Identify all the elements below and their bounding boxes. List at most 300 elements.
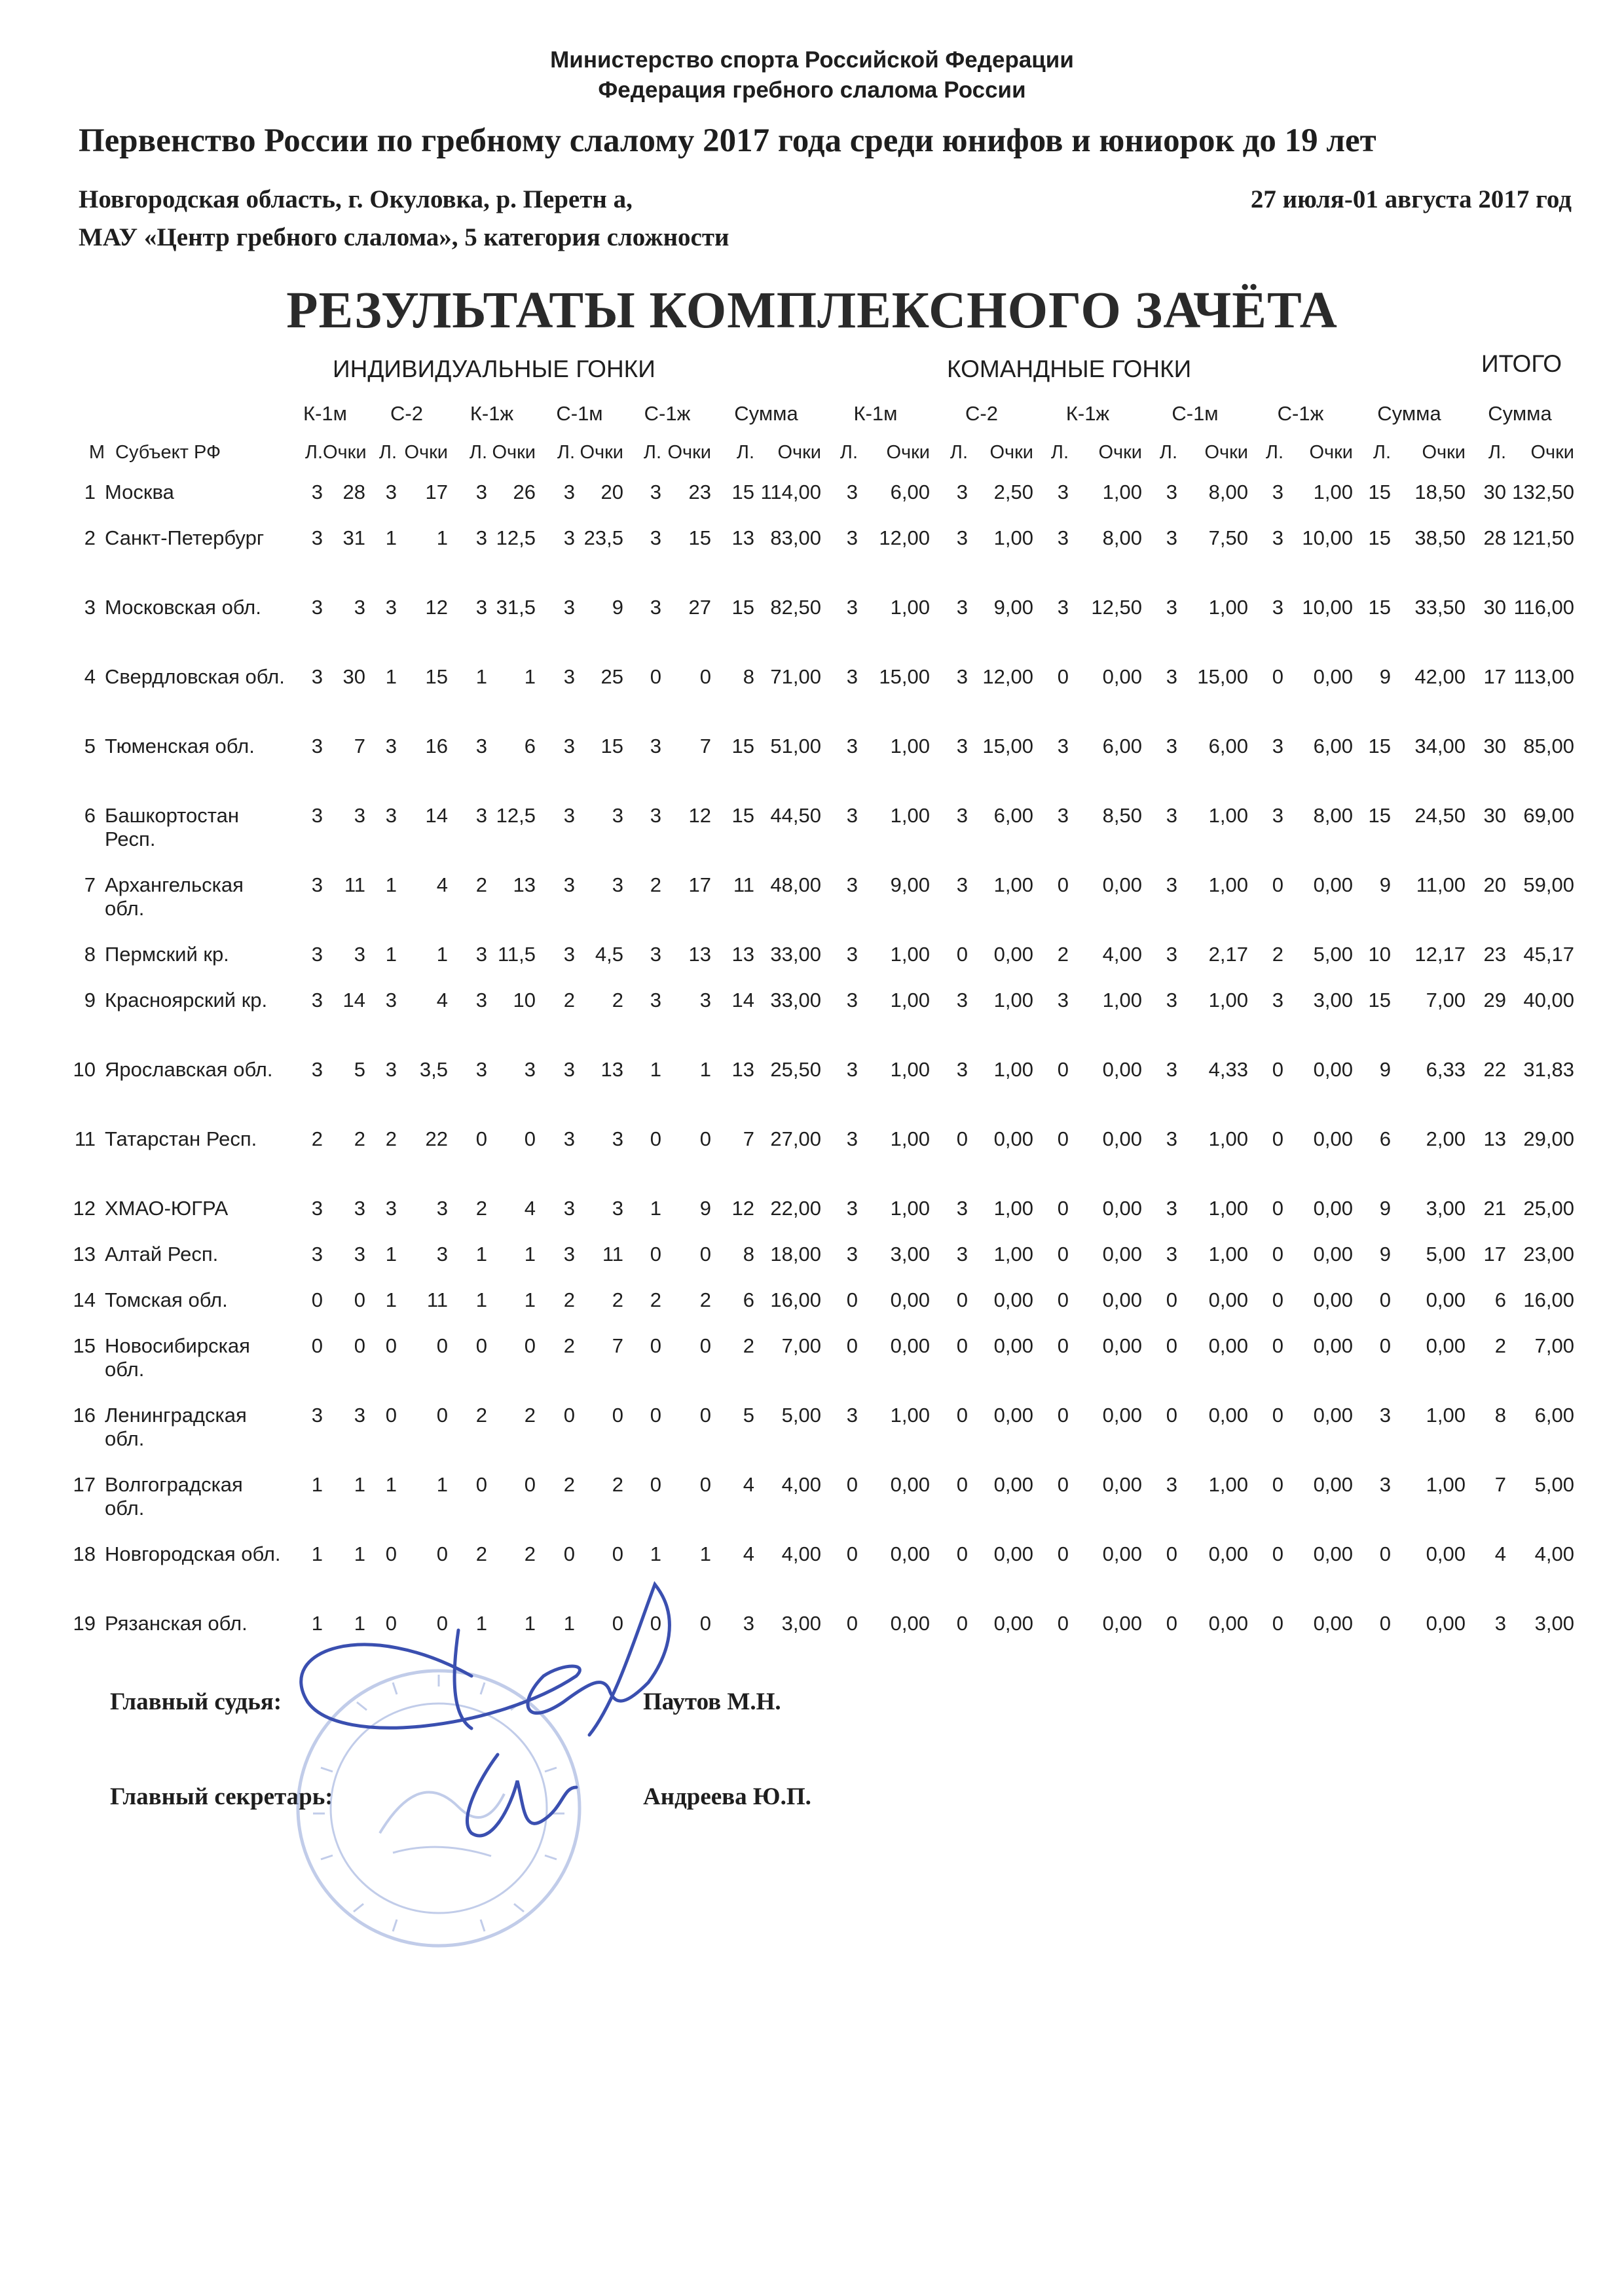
laps-cell: 0 [1057, 1197, 1069, 1220]
points-cell: 1,00 [890, 1058, 930, 1081]
laps-cell: 1 [475, 665, 487, 688]
laps-cell: 12 [731, 1197, 754, 1220]
laps-cell: 3 [385, 1058, 397, 1081]
points-cell: 27,00 [770, 1127, 821, 1150]
table-row [72, 515, 1574, 584]
laps-cell: 3 [650, 596, 661, 619]
laps-cell: 2 [475, 1404, 487, 1427]
points-cell: 15,00 [1197, 665, 1248, 688]
place-cell: 17 [73, 1473, 96, 1496]
laps-cell: 15 [1368, 596, 1391, 619]
laps-cell: 2 [1494, 1334, 1506, 1357]
laps-cell: 1 [385, 1473, 397, 1496]
points-cell: 13 [688, 943, 711, 966]
laps-cell: 8 [743, 1243, 754, 1266]
points-cell: 2,00 [1426, 1127, 1466, 1150]
ministry-heading: Министерство спорта Российской Федерации [550, 47, 1074, 73]
points-cell: 0,00 [1102, 1612, 1142, 1635]
points-cell: 11 [426, 1288, 448, 1311]
points-cell: 5,00 [1426, 1243, 1466, 1266]
points-cell: 1,00 [993, 989, 1033, 1011]
laps-cell: 0 [385, 1542, 397, 1565]
laps-cell: 3 [650, 989, 661, 1011]
points-cell: 1 [524, 1612, 536, 1635]
points-cell: 0,00 [1102, 1542, 1142, 1565]
laps-cell: 9 [1379, 1197, 1391, 1220]
laps-cell: 6 [1494, 1288, 1506, 1311]
results-body [72, 469, 1574, 1646]
points-cell: 0,00 [1102, 665, 1142, 688]
points-cell: 15,00 [982, 735, 1033, 757]
laps-cell: 1 [650, 1058, 661, 1081]
laps-cell: 3 [311, 665, 323, 688]
points-cell: 12,17 [1414, 943, 1466, 966]
points-cell: 0,00 [1102, 1288, 1142, 1311]
laps-cell: 3 [311, 1243, 323, 1266]
laps-cell: 0 [475, 1334, 487, 1357]
laps-cell: 0 [1057, 1404, 1069, 1427]
laps-cell: 3 [956, 873, 968, 896]
points-cell: 1,00 [1102, 481, 1142, 503]
points-cell: 0 [612, 1612, 623, 1635]
points-cell: 1,00 [1208, 804, 1248, 827]
laps-cell: 23 [1483, 943, 1506, 966]
laps-cell: 0 [1272, 1243, 1283, 1266]
subject-cell: Пермский кр. [105, 943, 229, 966]
points-cell: 1 [436, 943, 448, 966]
points-cell: 3 [354, 596, 365, 619]
laps-cell: 0 [563, 1404, 575, 1427]
laps-cell: 30 [1483, 735, 1506, 757]
points-cell: 1,00 [1208, 1127, 1248, 1150]
laps-cell: 3 [475, 1058, 487, 1081]
points-cell: 0 [612, 1404, 623, 1427]
points-cell: 3 [354, 1243, 365, 1266]
points-cell: 16,00 [770, 1288, 821, 1311]
points-cell: 6,00 [890, 481, 930, 503]
points-cell: 0,00 [1313, 1197, 1353, 1220]
points-cell: 33,00 [770, 943, 821, 966]
laps-cell: 1 [650, 1197, 661, 1220]
laps-cell: 0 [1057, 1288, 1069, 1311]
points-cell: 0,00 [1102, 1243, 1142, 1266]
points-cell: 15 [600, 735, 623, 757]
laps-cell: 3 [385, 735, 397, 757]
points-cell: 7,00 [1426, 989, 1466, 1011]
points-cell: 25,50 [770, 1058, 821, 1081]
laps-cell: 3 [846, 596, 858, 619]
points-cell: 113,00 [1513, 665, 1574, 688]
laps-cell: 3 [311, 526, 323, 549]
place-cell: 9 [84, 989, 96, 1011]
points-cell: 0,00 [1426, 1288, 1466, 1311]
laps-cell: 3 [563, 526, 575, 549]
col-points-header: Очки [886, 442, 930, 463]
group-team-header: КОМАНДНЫЕ ГОНКИ [947, 355, 1192, 382]
event-header: Сумма [1488, 402, 1552, 425]
laps-cell: 15 [1368, 804, 1391, 827]
place-cell: 12 [73, 1197, 96, 1220]
laps-cell: 1 [385, 873, 397, 896]
points-cell: 0 [524, 1473, 536, 1496]
col-l-header: Л. [1265, 442, 1283, 463]
laps-cell: 0 [1272, 1334, 1283, 1357]
laps-cell: 1 [650, 1542, 661, 1565]
judge-name: Паутов М.Н. [643, 1688, 781, 1715]
laps-cell: 3 [1057, 596, 1069, 619]
points-cell: 0 [699, 1404, 711, 1427]
points-cell: 7 [699, 735, 711, 757]
laps-cell: 0 [1272, 873, 1283, 896]
points-cell: 0,00 [1102, 1404, 1142, 1427]
laps-cell: 15 [731, 804, 754, 827]
subject-cell: Томская обл. [105, 1288, 228, 1311]
place-cell: 6 [84, 804, 96, 827]
points-cell: 17 [425, 481, 448, 503]
table-row [72, 1600, 1574, 1646]
points-cell: 0,00 [1313, 1288, 1353, 1311]
laps-cell: 3 [385, 596, 397, 619]
laps-cell: 3 [311, 1404, 323, 1427]
points-cell: 0 [699, 1243, 711, 1266]
laps-cell: 3 [563, 1243, 575, 1266]
points-cell: 9,00 [993, 596, 1033, 619]
laps-cell: 2 [563, 1334, 575, 1357]
points-cell: 82,50 [770, 596, 821, 619]
points-cell: 0,00 [993, 1334, 1033, 1357]
points-cell: 45,17 [1523, 943, 1574, 966]
place-cell: 13 [73, 1243, 96, 1266]
laps-cell: 2 [563, 1473, 575, 1496]
secretary-signature [468, 1755, 576, 1836]
laps-cell: 0 [650, 1334, 661, 1357]
laps-cell: 3 [846, 989, 858, 1011]
laps-cell: 0 [650, 1127, 661, 1150]
points-cell: 23 [688, 481, 711, 503]
points-cell: 5,00 [1313, 943, 1353, 966]
laps-cell: 0 [1379, 1334, 1391, 1357]
laps-cell: 3 [475, 804, 487, 827]
secretary-name: Андреева Ю.П. [643, 1783, 811, 1810]
points-cell: 0,00 [1208, 1612, 1248, 1635]
points-cell: 0,00 [890, 1542, 930, 1565]
event-header: С-1ж [1277, 402, 1324, 425]
laps-cell: 3 [311, 596, 323, 619]
laps-cell: 0 [650, 1404, 661, 1427]
laps-cell: 5 [743, 1404, 754, 1427]
points-cell: 0,00 [1102, 1127, 1142, 1150]
secretary-label: Главный секретарь: [110, 1783, 333, 1810]
points-cell: 3 [699, 989, 711, 1011]
laps-cell: 15 [731, 735, 754, 757]
event-header: Сумма [734, 402, 798, 425]
points-cell: 4,33 [1208, 1058, 1248, 1081]
laps-cell: 0 [385, 1334, 397, 1357]
laps-cell: 3 [1272, 804, 1283, 827]
laps-cell: 2 [650, 873, 661, 896]
points-cell: 22 [425, 1127, 448, 1150]
laps-cell: 30 [1483, 481, 1506, 503]
laps-cell: 3 [475, 526, 487, 549]
laps-cell: 0 [1272, 1058, 1283, 1081]
laps-cell: 3 [1166, 804, 1177, 827]
laps-cell: 3 [1272, 526, 1283, 549]
points-cell: 0,00 [1102, 1058, 1142, 1081]
points-cell: 8,00 [1102, 526, 1142, 549]
laps-cell: 15 [731, 596, 754, 619]
laps-cell: 4 [743, 1542, 754, 1565]
laps-cell: 3 [846, 665, 858, 688]
points-cell: 34,00 [1414, 735, 1466, 757]
points-cell: 7,00 [781, 1334, 821, 1357]
laps-cell: 3 [846, 1243, 858, 1266]
points-cell: 0 [436, 1542, 448, 1565]
laps-cell: 3 [385, 1197, 397, 1220]
laps-cell: 3 [385, 481, 397, 503]
laps-cell: 11 [733, 873, 754, 896]
laps-cell: 2 [563, 1288, 575, 1311]
laps-cell: 2 [743, 1334, 754, 1357]
col-l-header: Л. [643, 442, 661, 463]
event-header: С-2 [390, 402, 423, 425]
points-cell: 3 [354, 1404, 365, 1427]
points-cell: 1 [354, 1612, 365, 1635]
event-header: К-1ж [1065, 402, 1110, 425]
laps-cell: 0 [846, 1288, 858, 1311]
laps-cell: 3 [846, 873, 858, 896]
points-cell: 0 [354, 1334, 365, 1357]
laps-cell: 3 [475, 481, 487, 503]
event-header: С-1м [1172, 402, 1219, 425]
points-cell: 8,00 [1208, 481, 1248, 503]
laps-cell: 0 [1057, 873, 1069, 896]
points-cell: 0 [524, 1127, 536, 1150]
points-cell: 6,00 [1534, 1404, 1574, 1427]
laps-cell: 3 [956, 1058, 968, 1081]
points-cell: 0 [699, 665, 711, 688]
points-cell: 25 [600, 665, 623, 688]
points-cell: 31,5 [496, 596, 536, 619]
laps-cell: 0 [1166, 1334, 1177, 1357]
event-header: С-2 [965, 402, 998, 425]
laps-cell: 7 [1494, 1473, 1506, 1496]
points-cell: 2 [524, 1542, 536, 1565]
laps-cell: 2 [1272, 943, 1283, 966]
laps-cell: 3 [956, 665, 968, 688]
points-cell: 0,00 [993, 1473, 1033, 1496]
points-cell: 13 [600, 1058, 623, 1081]
championship-title: Первенство России по гребному слалому 2017 года среди юнифов и юниорок до 19 лет [79, 122, 1376, 159]
col-l-header: Л. [469, 442, 487, 463]
laps-cell: 8 [743, 665, 754, 688]
results-table [72, 469, 1574, 1646]
table-row [72, 862, 1574, 931]
subject-cell: Татарстан Респ. [105, 1127, 257, 1150]
place-cell: 3 [84, 596, 96, 619]
points-cell: 1,00 [890, 1197, 930, 1220]
laps-cell: 3 [311, 943, 323, 966]
table-row [72, 469, 1574, 515]
points-cell: 0 [436, 1404, 448, 1427]
col-points-header: Очки [989, 442, 1033, 463]
points-cell: 0,00 [993, 1612, 1033, 1635]
laps-cell: 3 [743, 1612, 754, 1635]
points-cell: 3,5 [419, 1058, 448, 1081]
judge-label: Главный судья: [110, 1688, 282, 1715]
laps-cell: 3 [1057, 735, 1069, 757]
laps-cell: 3 [846, 481, 858, 503]
subject-cell: Московская обл. [105, 596, 261, 619]
points-cell: 0,00 [1313, 1473, 1353, 1496]
table-row [72, 1116, 1574, 1185]
laps-cell: 3 [846, 1127, 858, 1150]
laps-cell: 14 [731, 989, 754, 1011]
place-cell: 4 [84, 665, 96, 688]
laps-cell: 0 [1057, 1612, 1069, 1635]
laps-cell: 3 [1166, 596, 1177, 619]
laps-cell: 0 [846, 1542, 858, 1565]
laps-cell: 15 [731, 481, 754, 503]
laps-cell: 0 [846, 1334, 858, 1357]
points-cell: 16,00 [1523, 1288, 1574, 1311]
points-cell: 23,5 [583, 526, 623, 549]
place-cell: 7 [84, 873, 96, 896]
laps-cell: 3 [846, 804, 858, 827]
points-cell: 12,5 [496, 804, 536, 827]
points-cell: 0,00 [1313, 1334, 1353, 1357]
points-cell: 23,00 [1523, 1243, 1574, 1266]
points-cell: 15 [688, 526, 711, 549]
points-cell: 38,50 [1414, 526, 1466, 549]
points-cell: 0,00 [1313, 665, 1353, 688]
laps-cell: 3 [475, 596, 487, 619]
laps-cell: 0 [956, 1473, 968, 1496]
table-row [72, 653, 1574, 723]
laps-cell: 3 [1166, 1127, 1177, 1150]
col-points-header: Очки [777, 442, 821, 463]
points-cell: 2 [612, 989, 623, 1011]
col-l-header: Л. [840, 442, 858, 463]
points-cell: 4,5 [595, 943, 623, 966]
laps-cell: 0 [956, 1334, 968, 1357]
laps-cell: 0 [1272, 1404, 1283, 1427]
laps-cell: 0 [1272, 1197, 1283, 1220]
points-cell: 0,00 [1313, 1243, 1353, 1266]
laps-cell: 0 [956, 1612, 968, 1635]
event-header: С-1ж [644, 402, 691, 425]
points-cell: 5,00 [781, 1404, 821, 1427]
points-cell: 1,00 [890, 989, 930, 1011]
points-cell: 9,00 [890, 873, 930, 896]
points-cell: 0,00 [1426, 1612, 1466, 1635]
points-cell: 0,00 [1426, 1542, 1466, 1565]
table-row [72, 584, 1574, 653]
points-cell: 4,00 [781, 1542, 821, 1565]
laps-cell: 20 [1483, 873, 1506, 896]
place-cell: 8 [84, 943, 96, 966]
event-header: С-1м [556, 402, 603, 425]
place-cell: 11 [74, 1127, 96, 1150]
laps-cell: 13 [731, 1058, 754, 1081]
points-cell: 1 [524, 1243, 536, 1266]
points-cell: 0 [699, 1127, 711, 1150]
points-cell: 44,50 [770, 804, 821, 827]
laps-cell: 3 [311, 804, 323, 827]
laps-cell: 0 [650, 1612, 661, 1635]
points-cell: 0,00 [890, 1334, 930, 1357]
laps-cell: 30 [1483, 596, 1506, 619]
points-cell: 3,00 [1534, 1612, 1574, 1635]
laps-cell: 2 [563, 989, 575, 1011]
col-points-header: Очки [1530, 442, 1574, 463]
laps-cell: 4 [1494, 1542, 1506, 1565]
col-l-header: Л. [1488, 442, 1506, 463]
points-cell: 25,00 [1523, 1197, 1574, 1220]
laps-cell: 3 [1166, 1058, 1177, 1081]
col-points-header: Очки [323, 442, 367, 463]
points-cell: 3 [612, 873, 623, 896]
laps-cell: 3 [311, 481, 323, 503]
table-row [72, 723, 1574, 792]
laps-cell: 3 [650, 526, 661, 549]
points-cell: 2 [612, 1473, 623, 1496]
points-cell: 0,00 [890, 1288, 930, 1311]
laps-cell: 3 [475, 735, 487, 757]
laps-cell: 3 [311, 735, 323, 757]
place-cell: 19 [73, 1612, 96, 1635]
subject-cell: Москва [105, 481, 174, 503]
points-cell: 1,00 [993, 1058, 1033, 1081]
points-cell: 1,00 [1426, 1473, 1466, 1496]
laps-cell: 0 [1272, 1612, 1283, 1635]
laps-cell: 3 [385, 989, 397, 1011]
laps-cell: 0 [1166, 1612, 1177, 1635]
laps-cell: 3 [563, 1197, 575, 1220]
laps-cell: 3 [1272, 989, 1283, 1011]
laps-cell: 3 [956, 989, 968, 1011]
laps-cell: 13 [731, 943, 754, 966]
laps-cell: 6 [743, 1288, 754, 1311]
points-cell: 0 [612, 1542, 623, 1565]
points-cell: 0 [436, 1612, 448, 1635]
points-cell: 30 [342, 665, 365, 688]
points-cell: 3 [436, 1197, 448, 1220]
results-title: РЕЗУЛЬТАТЫ КОМПЛЕКСНОГО ЗАЧЁТА [286, 282, 1338, 339]
laps-cell: 17 [1483, 1243, 1506, 1266]
points-cell: 8,00 [1313, 804, 1353, 827]
place-cell: 2 [84, 526, 96, 549]
points-cell: 0,00 [1313, 1612, 1353, 1635]
laps-cell: 0 [1057, 1243, 1069, 1266]
laps-cell: 3 [475, 943, 487, 966]
federation-heading: Федерация гребного слалома России [598, 77, 1026, 103]
laps-cell: 9 [1379, 873, 1391, 896]
points-cell: 22,00 [770, 1197, 821, 1220]
laps-cell: 3 [846, 943, 858, 966]
points-cell: 0 [699, 1334, 711, 1357]
laps-cell: 0 [1166, 1404, 1177, 1427]
points-cell: 18,50 [1414, 481, 1466, 503]
points-cell: 8,50 [1102, 804, 1142, 827]
laps-cell: 0 [846, 1612, 858, 1635]
place-cell: 5 [84, 735, 96, 757]
laps-cell: 3 [1057, 804, 1069, 827]
laps-cell: 3 [846, 1404, 858, 1427]
col-points-header: Очки [667, 442, 711, 463]
points-cell: 11,00 [1416, 873, 1466, 896]
laps-cell: 3 [650, 735, 661, 757]
laps-cell: 3 [385, 804, 397, 827]
